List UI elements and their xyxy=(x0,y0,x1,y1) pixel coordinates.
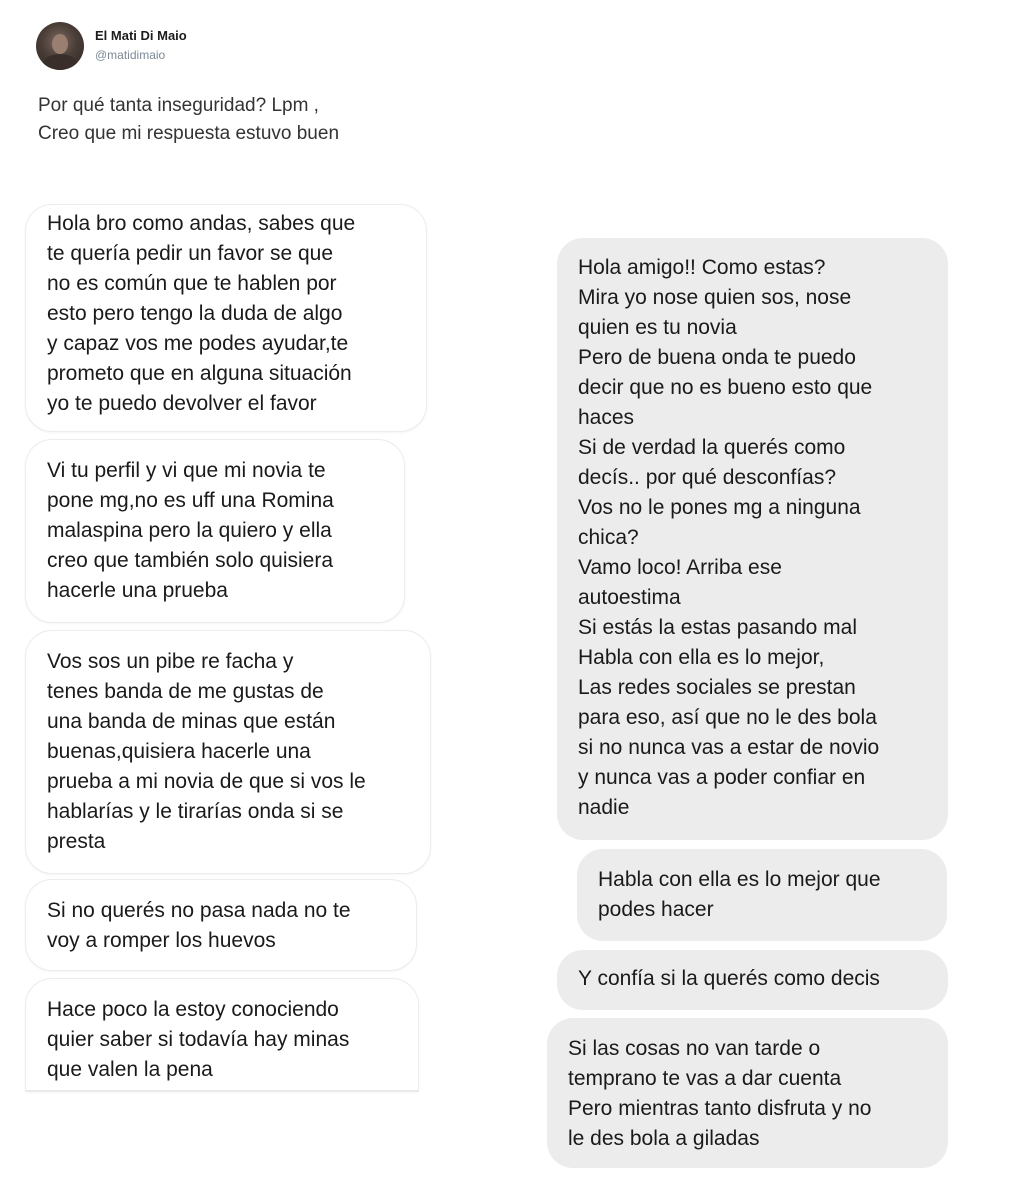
message-line: Vamo loco! Arriba ese xyxy=(578,556,782,579)
sent-message-bubble xyxy=(26,880,416,970)
reply-message-bubble xyxy=(577,849,947,941)
message-line: que valen la pena xyxy=(47,1058,213,1081)
message-line: Vos sos un pibe re facha y xyxy=(47,650,294,673)
message-line: Pero mientras tanto disfruta y no xyxy=(568,1097,872,1120)
message-line: Habla con ella es lo mejor, xyxy=(578,646,825,669)
message-line: Hola bro como andas, sabes que xyxy=(47,212,356,235)
message-line: decís.. por qué desconfías? xyxy=(578,466,836,489)
message-line: y capaz vos me podes ayudar,te xyxy=(47,332,349,355)
message-line: quien es tu novia xyxy=(578,316,737,339)
message-line: y nunca vas a poder confiar en xyxy=(578,766,866,789)
message-line: Mira yo nose quien sos, nose xyxy=(578,286,852,309)
author-handle[interactable]: @matidimaio xyxy=(95,48,166,62)
message-line: Si de verdad la querés como xyxy=(578,436,846,459)
message-line: buenas,quisiera hacerle una xyxy=(47,740,311,763)
message-line: temprano te vas a dar cuenta xyxy=(568,1067,842,1090)
reply-message-bubble xyxy=(557,238,948,840)
sent-message-bubble xyxy=(26,979,418,1091)
message-line: chica? xyxy=(578,526,639,549)
message-line: autoestima xyxy=(578,586,681,609)
message-line: una banda de minas que están xyxy=(47,710,336,733)
message-line: Si no querés no pasa nada no te xyxy=(47,899,351,922)
message-line: pone mg,no es uff una Romina xyxy=(47,489,334,512)
tweet-text xyxy=(38,92,339,148)
message-line: Si las cosas no van tarde o xyxy=(568,1037,821,1060)
message-line: prueba a mi novia de que si vos le xyxy=(47,770,366,793)
message-line: tenes banda de me gustas de xyxy=(47,680,324,703)
message-line: yo te puedo devolver el favor xyxy=(47,392,317,415)
message-line: Pero de buena onda te puedo xyxy=(578,346,856,369)
message-line: para eso, así que no le des bola xyxy=(578,706,877,729)
tweet-text-line: Creo que mi respuesta estuvo buen xyxy=(38,123,340,144)
message-line: Las redes sociales se prestan xyxy=(578,676,856,699)
message-line: creo que también solo quisiera xyxy=(47,549,334,572)
sent-message-bubble xyxy=(26,440,404,622)
message-line: te quería pedir un favor se que xyxy=(47,242,334,265)
sent-message-bubble xyxy=(26,631,430,873)
message-line: decir que no es bueno esto que xyxy=(578,376,873,399)
sent-message-bubble xyxy=(26,205,426,431)
message-line: si no nunca vas a estar de novio xyxy=(578,736,880,759)
message-line: haces xyxy=(578,406,635,429)
message-line: presta xyxy=(47,830,106,853)
bottom-divider xyxy=(26,1090,418,1091)
message-line: le des bola a giladas xyxy=(568,1127,760,1150)
avatar-shirt-shape xyxy=(42,54,78,70)
message-line: hacerle una prueba xyxy=(47,579,228,602)
author-display-name[interactable]: El Mati Di Maio xyxy=(95,28,187,43)
message-line: Habla con ella es lo mejor que xyxy=(598,868,881,891)
message-line: podes hacer xyxy=(598,898,714,921)
message-line: malaspina pero la quiero y ella xyxy=(47,519,332,542)
message-line: Vos no le pones mg a ninguna xyxy=(578,496,861,519)
message-line: Hola amigo!! Como estas? xyxy=(578,256,826,279)
reply-message-bubble xyxy=(547,1018,948,1168)
message-line: no es común que te hablen por xyxy=(47,272,337,295)
message-line: Si estás la estas pasando mal xyxy=(578,616,857,639)
message-line: voy a romper los huevos xyxy=(47,929,276,952)
message-line: hablarías y le tirarías onda si se xyxy=(47,800,344,823)
message-line: nadie xyxy=(578,796,630,819)
message-line: esto pero tengo la duda de algo xyxy=(47,302,343,325)
reply-message-bubble xyxy=(557,950,948,1010)
message-line: Hace poco la estoy conociendo xyxy=(47,998,339,1021)
message-line: prometo que en alguna situación xyxy=(47,362,352,385)
message-line: Vi tu perfil y vi que mi novia te xyxy=(47,459,326,482)
avatar-face-shape xyxy=(52,34,68,54)
author-avatar[interactable] xyxy=(36,22,84,70)
message-line: Y confía si la querés como decis xyxy=(578,967,880,990)
tweet-text-line: Por qué tanta inseguridad? Lpm , xyxy=(38,95,319,116)
message-line: quier saber si todavía hay minas xyxy=(47,1028,350,1051)
